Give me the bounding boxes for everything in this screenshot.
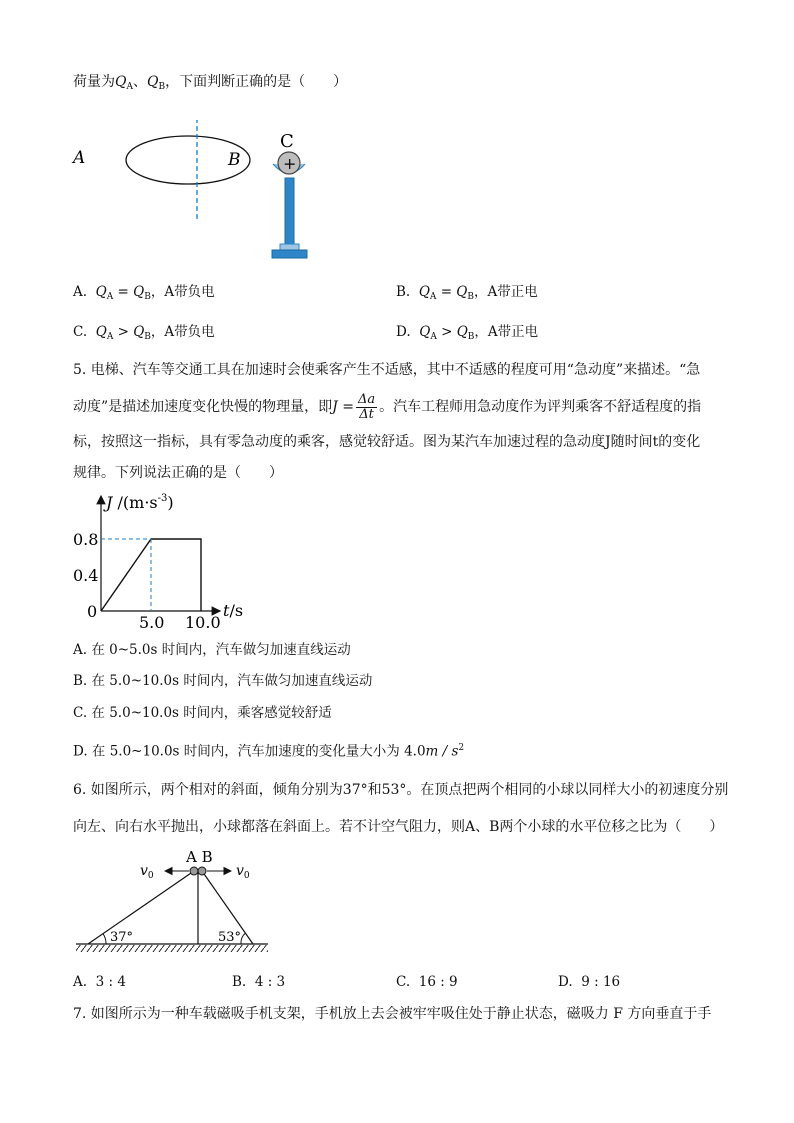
x-axis-label: t/s [223,601,244,620]
q5-line-2: 动度”是描述加速度变化快慢的物理量，即J = $\frac{\Delta a}{\Delta t}$ 。汽车工程师用急动度作为评判乘客不舒适程度的指 [73,391,702,422]
q4-option-c[interactable]: C. $Q_A > Q_B$，A带负电 [73,324,215,342]
q5-option-c[interactable]: C. 在 5.0~10.0s 时间内，乘客感觉较舒适 [73,705,332,721]
q5-line-4: 规律。下列说法正确的是（ ） [73,465,283,481]
ball-a [190,867,198,875]
q4-option-b[interactable]: B. $Q_A = Q_B$，A带正电 [396,284,538,302]
q5-line-1: 5. 电梯、汽车等交通工具在加速时会使乘客产生不适感，其中不适感的程度可用“急动度”来描述。“急 [73,362,701,378]
q5-option-d[interactable]: D. 在 5.0~10.0s 时间内，汽车加速度的变化量大小为 $4.0m / s^2$ [73,743,465,760]
y-tick-label: 0.4 [73,566,99,585]
q6-option-b[interactable]: B. 4 : 3 [232,974,286,990]
v0-right-label: $v_0$ [236,863,250,881]
angle-arc-left [103,934,106,944]
inclines-figure [72,844,272,956]
stand-base [272,250,307,258]
left-incline [88,871,194,944]
ball-labels: A B [186,848,213,866]
v0-left-label: $v_0$ [140,863,154,881]
origin-label: 0 [87,602,98,621]
q4-option-a[interactable]: A. $Q_A = Q_B$，A带负电 [73,284,215,302]
label-a: A [73,148,86,168]
label-b: B [228,150,241,170]
x-tick-label: 5.0 [139,613,165,632]
ball-b [198,867,206,875]
q6-option-d[interactable]: D. 9 : 16 [558,974,621,990]
label-c: C [280,131,294,152]
y-tick-label: 0.8 [73,530,99,549]
x-tick-label: 10.0 [185,613,221,632]
y-axis-label: J $/(m\cdot s^{-3})$ [106,493,174,512]
q6-line-1: 6. 如图所示，两个相对的斜面，倾角分别为37°和53°。在顶点把两个相同的小球以同样大小的初速度分别 [73,782,729,798]
stand-collar [280,244,299,250]
q5-option-b[interactable]: B. 在 5.0~10.0s 时间内，汽车做匀加速直线运动 [73,673,373,689]
jerk-chart [60,486,300,632]
q4-option-d[interactable]: D. $Q_A > Q_B$，A带正电 [396,324,539,342]
q4-figure [60,120,320,265]
ground-hatch [76,945,268,952]
angle-right-label: 53° [218,930,242,945]
jerk-formula: $\frac{\Delta a}{\Delta t}$ [357,391,376,422]
stand-pole [285,178,294,246]
q5-option-a[interactable]: A. 在 0~5.0s 时间内，汽车做匀加速直线运动 [73,642,351,658]
q5-line-3: 标，按照这一指标，具有零急动度的乘客，感觉较舒适。图为某汽车加速过程的急动度J随时间t的变化 [73,434,701,450]
q4-stem: 荷量为$Q_A$、$Q_B$，下面判断正确的是（ ） [73,74,348,92]
plus-sign: + [283,154,297,173]
q6-option-c[interactable]: C. 16 : 9 [396,974,458,990]
angle-arc-right [241,933,246,944]
q6-option-a[interactable]: A. 3 : 4 [73,974,126,990]
q6-line-2: 向左、向右水平抛出，小球都落在斜面上。若不计空气阻力，则A、B两个小球的水平位移之比为（ ） [73,819,724,835]
q7-line-1: 7. 如图所示为一种车载磁吸手机支架，手机放上去会被牢牢吸住处于静止状态，磁吸力 F 方向垂直于手 [73,1006,712,1022]
angle-left-label: 37° [110,930,134,945]
